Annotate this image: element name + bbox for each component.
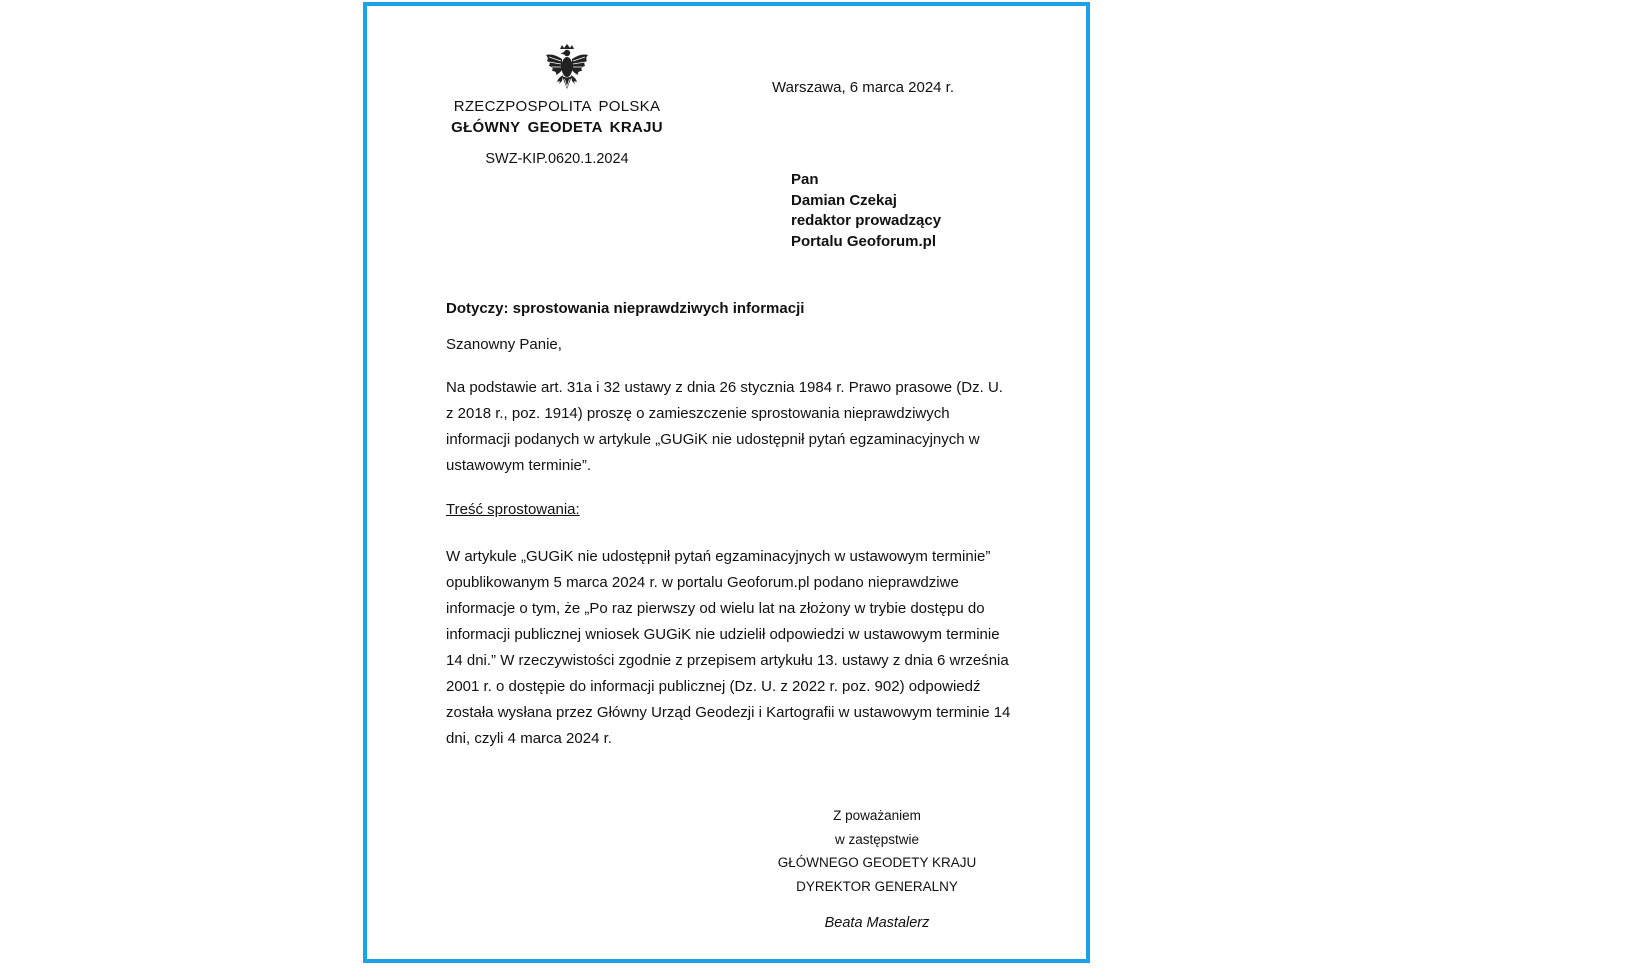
paragraph-line: opublikowanym 5 marca 2024 r. w portalu Geoforum.pl podano nieprawdziwe [446, 574, 959, 591]
signature-line: Z poważaniem [833, 808, 921, 823]
paragraph-correction [446, 544, 1036, 752]
signature-line: w zastępstwie [834, 831, 920, 847]
paragraph-line: 2001 r. o dostępie do informacji publicznej (Dz. U. z 2022 r. poz. 902) odpowiedź [446, 678, 981, 695]
institution-line-2: GŁÓWNY GEODETA KRAJU [451, 119, 663, 136]
signature-line: GŁÓWNEGO GEODETY KRAJU [777, 855, 977, 870]
paragraph-request [446, 375, 1036, 479]
recipient-line: Pan [791, 171, 819, 188]
correction-heading: Treść sprostowania: [446, 501, 580, 518]
institution-line-1: RZECZPOSPOLITA POLSKA [453, 98, 661, 115]
recipient-line: redaktor prowadzący [791, 212, 942, 229]
paragraph-line: Na podstawie art. 31a i 32 ustawy z dnia 26 stycznia 1984 r. Prawo prasowe (Dz. U. [446, 379, 1003, 396]
recipient-line: Portalu Geoforum.pl [791, 232, 937, 250]
paragraph-line: informacji publicznej wniosek GUGiK nie udzielił odpowiedzi w ustawowym terminie [446, 626, 1000, 643]
recipient-address [791, 170, 941, 252]
paragraph-line: dni, czyli 4 marca 2024 r. [446, 730, 612, 747]
recipient-line: Damian Czekaj [791, 191, 897, 209]
paragraph-line: z 2018 r., poz. 1914) proszę o zamieszczenie sprostowania nieprawdziwych [446, 405, 950, 422]
institution-name [427, 96, 687, 138]
polish-eagle-emblem-icon [541, 43, 593, 95]
paragraph-line: 14 dni.” W rzeczywistości zgodnie z przepisem artykułu 13. ustawy z dnia 6 września [446, 652, 1009, 669]
signature-line: DYREKTOR GENERALNY [796, 878, 958, 894]
signature-block [767, 804, 987, 898]
paragraph-line: informacji podanych w artykule „GUGiK nie udostępnił pytań egzaminacyjnych w [446, 431, 980, 448]
paragraph-line: W artykule „GUGiK nie udostępnił pytań egzaminacyjnych w ustawowym terminie” [446, 548, 991, 565]
letter-salutation: Szanowny Panie, [446, 336, 562, 353]
paragraph-line: została wysłana przez Główny Urząd Geodezji i Kartografii w ustawowym terminie 14 [446, 704, 1011, 721]
signatory-name: Beata Mastalerz [824, 915, 930, 931]
letter-page [363, 2, 1090, 963]
paragraph-line: informacje o tym, że „Po raz pierwszy od wielu lat na złożony w trybie dostępu do [446, 600, 985, 617]
case-number: SWZ-KIP.0620.1.2024 [485, 151, 629, 167]
letter-subject: Dotyczy: sprostowania nieprawdziwych informacji [446, 300, 805, 317]
place-date: Warszawa, 6 marca 2024 r. [772, 79, 955, 96]
paragraph-line: ustawowym terminie”. [446, 457, 592, 474]
